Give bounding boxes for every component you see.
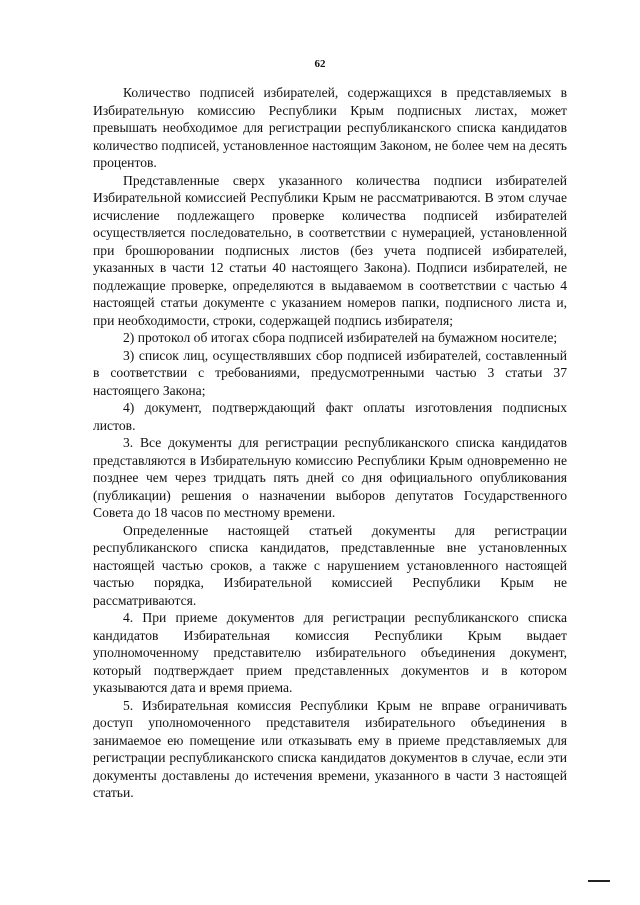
paragraph-late-documents: Определенные настоящей статьей документы для регистрации республиканского списка кандидатов, представленные вне установленных настоящей частью сроков, а также с нарушением установленного настоящей частью порядка, Избирательной комиссией Республики Крым не рассматриваются. <box>93 522 567 608</box>
paragraph-part-5-access: 5. Избирательная комиссия Республики Крым не вправе ограничивать доступ уполномоченного представителя избирательного объединения в занимаемое ею помещение или отказывать ему в приеме представляемых для регистрации республиканского списка кандидатов документов в случае, если эти документы доставлены до истечения времени, указанного в части 3 настоящей статьи. <box>93 697 567 800</box>
paragraph-item-4-payment-document: 4) документ, подтверждающий факт оплаты изготовления подписных листов. <box>93 400 567 433</box>
footer-rule <box>588 880 610 882</box>
page-number: 62 <box>314 58 326 70</box>
paragraph-item-2-protocol: 2) протокол об итогах сбора подписей избирателей на бумажном носителе; <box>123 330 558 345</box>
paragraph-item-3-collectors-list: 3) список лиц, осуществлявших сбор подписей избирателей, составленный в соответствии с требованиями, предусмотренными частью 3 статьи 37 настоящего Закона; <box>93 347 567 398</box>
paragraph-part-4-receipt: 4. При приеме документов для регистрации республиканского списка кандидатов Избирательная комиссия Республики Крым выдает уполномоченному представителю избирательного объединения документ, который подтверждает прием представленных документов и в котором указываются дата и время приема. <box>93 610 567 695</box>
paragraph-part-3-submission: 3. Все документы для регистрации республиканского списка кандидатов представляются в Избирательную комиссию Республики Крым одновременно не позднее чем через тридцать пять дней со дня официального опубликования (публикации) решения о назначении выборов депутатов Государственного Совета до 18 часов по местному времени. <box>93 435 567 520</box>
paragraph-excess-signatures: Представленные сверх указанного количества подписи избирателей Избирательной комиссией Республики Крым не рассматриваются. В этом случае исчисление подлежащего проверке количества подписей избирателей осуществляется последовательно, в соответствии с нумерацией, установленной при брошюровании подписных листов (без учета подписей избирателей, указанных в части 12 статьи 40 настоящего Закона). Подписи избирателей, не подлежащие проверке, определяются в выдаваемом в соответствии с частью 4 настоящей статьи документе с указанием номеров папки, подписного листа и, при необходимости, строки, содержащей подпись избирателя; <box>93 172 567 328</box>
document-body <box>93 84 567 802</box>
paragraph-signature-count: Количество подписей избирателей, содержащихся в представляемых в Избирательную комиссию Республики Крым подписных листах, может превышать необходимое для регистрации республиканского списка кандидатов количество подписей, установленное настоящим Законом, не более чем на десять процентов. <box>93 85 567 170</box>
